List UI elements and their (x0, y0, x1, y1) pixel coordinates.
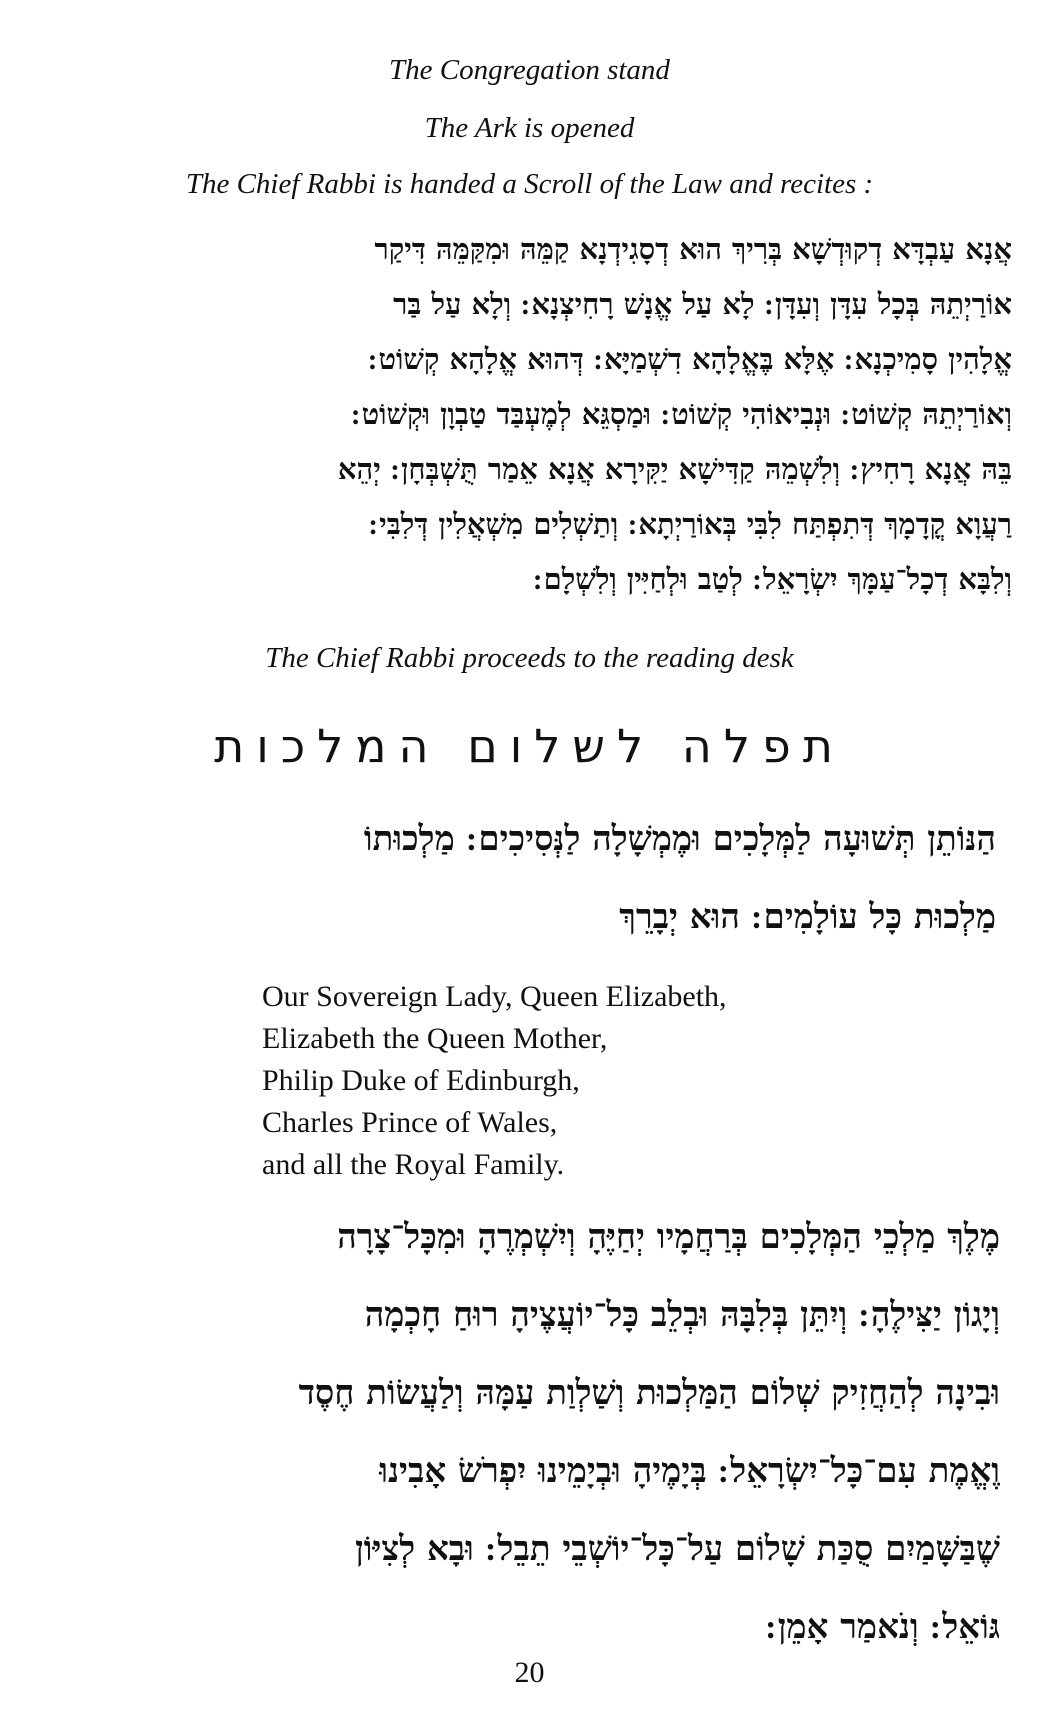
berich-shemei-line: אֲנָא עַבְדָּא דְקוּדְשָׁא בְּרִיךְ הוּא דְסָגִידְנָא קַמֵּהּ וּמִקַּמֵּהּ דִּיקַר (374, 232, 1012, 266)
berich-shemei-line: בֵּהּ אֲנָא רָחִיץ ׃ וְלִשְׁמֵהּ קַדִּישָׁא יַקִּירָא אֲנָא אֵמַר תֻּשְׁבְּחָן ׃ יְהֵא (337, 452, 1012, 486)
hanoten-line: מַלְכוּת כָּל עוֹלָמִים ׃ הוּא יְבָרֵךְ (619, 897, 996, 937)
melech-malchei-line: וֶאֱמֶת עִם־כָּל־יִשְׂרָאֵל ׃ בְּיָמֶיהָ וּבְיָמֵינוּ יִפְרֹשׂ אָבִינוּ (379, 1451, 1000, 1491)
melech-malchei-text (52, 1198, 1000, 1666)
hanoten-text (48, 800, 996, 956)
rubric-rabbi-proceeds: The Chief Rabbi proceeds to the reading desk (265, 642, 794, 674)
rubric-rabbi-handed-scroll: The Chief Rabbi is handed a Scroll of the Law and recites : (185, 168, 874, 200)
rubric-ark-opened: The Ark is opened (424, 112, 635, 144)
melech-malchei-line: גּוֹאֵל ׃ וְנֹאמַר אָמֵן ׃ (765, 1607, 1000, 1647)
berich-shemei-line: וְלִבָּא דְכָל־עַמָּךְ יִשְׂרָאֵל ׃ לְטַב וּלְחַיִּין וְלִשְׁלָם ׃ (533, 562, 1012, 596)
royal-family-line: Our Sovereign Lady, Queen Elizabeth, (262, 980, 727, 1013)
melech-malchei-line: שֶׁבַּשָּׁמַיִם סֻכַּת שָׁלוֹם עַל־כָּל־יוֹשְׁבֵי תֵבֵל ׃ וּבָא לְצִיּוֹן (355, 1529, 1000, 1569)
royal-family-line: Elizabeth the Queen Mother, (262, 1022, 608, 1055)
berich-shemei-line: וְאוֹרַיְתֵהּ קְשׁוֹט ׃ וּנְבִיאוֹהִי קְשׁוֹט ׃ וּמַסְגֵּא לְמֶעְבַּד טַבְוָן וּקְשׁוֹט ׃ (351, 397, 1012, 431)
prayer-title: תפלה לשלום המלכות (214, 719, 845, 773)
hanoten-line: הַנּוֹתֵן תְּשׁוּעָה לַמְּלָכִים וּמֶמְשָׁלָה לַנְּסִיכִים ׃ מַלְכוּתוֹ (363, 819, 996, 859)
royal-family-line: Philip Duke of Edinburgh, (262, 1064, 580, 1097)
rubric-congregation-stand: The Congregation stand (389, 54, 670, 86)
royal-family-list (262, 976, 727, 1186)
melech-malchei-line: וּבִינָה לְהַחֲזִיק שְׁלוֹם הַמַּלְכוּת וְשַׁלְוַת עַמָּהּ וְלַעֲשׂוֹת חֶסֶד (298, 1373, 1000, 1413)
berich-shemei-line: אוֹרַיְתֵהּ בְּכָל עִדָּן וְעִדָּן ׃ לָא עַל אֱנָשׁ רָחִיצְנָא ׃ וְלָא עַל בַּר (393, 287, 1012, 321)
melech-malchei-line: וְיָגוֹן יַצִּילֶהָ ׃ וְיִתֵּן בְּלִבָּהּ וּבְלֵב כָּל־יוֹעֲצֶיהָ רוּחַ חָכְמָה (364, 1295, 1000, 1335)
berich-shemei-line: אֱלָהִין סָמִיכְנָא ׃ אֶלָּא בֶּאֱלָהָא דִשְׁמַיָּא ׃ דְּהוּא אֱלָהָא קְשׁוֹט ׃ (368, 342, 1012, 376)
royal-family-line: Charles Prince of Wales, (262, 1106, 558, 1139)
page-number: 20 (514, 1656, 545, 1689)
berich-shemei-line: רַעֲוָא קֳדָמָךְ דְּתִפְתַּח לִבִּי בְּאוֹרַיְתָא ׃ וְתַשְׁלִים מִשְׁאֲלִין דְּלִבִּי ׃ (369, 507, 1012, 541)
royal-family-line: and all the Royal Family. (262, 1148, 565, 1181)
berich-shemei-text (42, 222, 1012, 607)
melech-malchei-line: מֶלֶךְ מַלְכֵי הַמְּלָכִים בְּרַחֲמָיו יְחַיֶּהָ וְיִשְׁמְרֶהָ וּמִכָּל־צָרָה (337, 1217, 1000, 1257)
